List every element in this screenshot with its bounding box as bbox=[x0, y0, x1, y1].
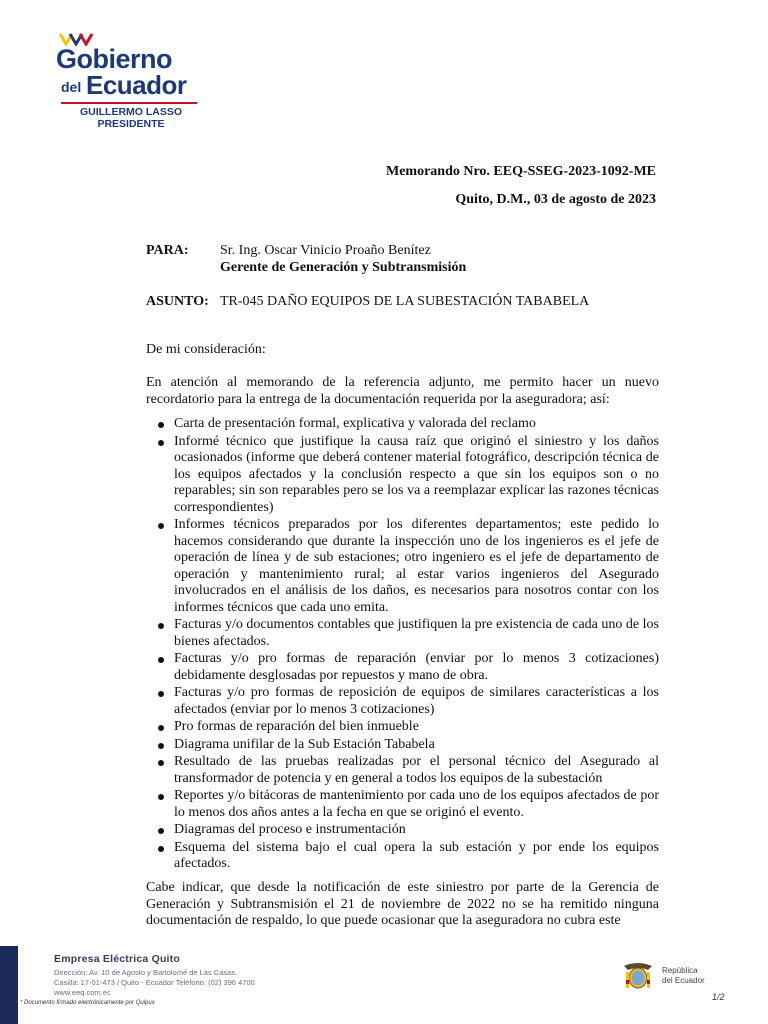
bullet-icon bbox=[158, 422, 164, 428]
list-item: Diagramas del proceso e instrumentación bbox=[146, 822, 659, 839]
logo-line-gobierno: Gobierno bbox=[56, 44, 172, 74]
intro-text: En atención al memorando de la referencia adjunto, me permito hacer un nuevo recordatorio para la entrega de la documentación requerida por la aseguradora; así: bbox=[146, 375, 659, 407]
footer-company: Empresa Eléctrica Quito bbox=[54, 953, 180, 965]
list-item: Informé técnico que justifique la causa raíz que originó el siniestro y los daños ocasionados (informe que deberá contener material fotográfico, descripción técnica de los equipos afectados y la conclusión respecto a que sin los equipos son o no reparables; sin son reparables pero se los va a reemplazar explicar las razones técnicas correspondientes) bbox=[146, 434, 659, 517]
logo-line-ecuador: Ecuador bbox=[86, 70, 187, 100]
logo-president-name: GUILLERMO LASSO bbox=[79, 106, 183, 118]
requirements-list bbox=[146, 416, 659, 874]
ecuador-seal-icon bbox=[620, 958, 656, 994]
list-item: Facturas y/o documentos contables que justifiquen la pre existencia de cada uno de los bienes afectados. bbox=[146, 617, 659, 650]
asunto-text: TR-045 DAÑO EQUIPOS DE LA SUBESTACIÓN TABABELA bbox=[220, 294, 590, 309]
bullet-icon bbox=[158, 623, 164, 629]
bullet-icon bbox=[158, 760, 164, 766]
list-item: Reportes y/o bitácoras de mantenimiento por cada uno de los equipos afectados de por lo menos dos años antes a la fecha en que se originó el evento. bbox=[146, 788, 659, 821]
logo-divider bbox=[61, 102, 197, 104]
logo-line-del: del bbox=[61, 79, 82, 95]
footer-address: Dirección: Av. 10 de Agosto y Bartolomé de Las Casas. bbox=[54, 968, 238, 977]
recipient-title: Gerente de Generación y Subtransmisión bbox=[220, 260, 467, 275]
greeting bbox=[146, 342, 659, 359]
list-item: Facturas y/o pro formas de reparación (enviar por lo menos 3 cotizaciones) debidamente desglosadas por repuestos y mano de obra. bbox=[146, 651, 659, 684]
bullet-icon bbox=[158, 523, 164, 529]
list-item: Informes técnicos preparados por los diferentes departamentos; este pedido lo hacemos considerando que durante la inspección uno de los ingenieros es el jefe de operación de línea y de sub estaciones; otro ingeniero es el jefe de departamento de operación y mantenimiento rural; al estar varios ingenieros del Asegurado involucrados en el análisis de los daños, es necesarios para nosotros contar con los informes técnicos que cada uno emita. bbox=[146, 517, 659, 616]
list-item: Pro formas de reparación del bien inmueble bbox=[146, 719, 659, 736]
footer-accent-bar bbox=[0, 946, 18, 1024]
bullet-icon bbox=[158, 743, 164, 749]
recipient-name: Sr. Ing. Oscar Vinicio Proaño Benítez bbox=[220, 243, 431, 258]
memo-number: Memorando Nro. EEQ-SSEG-2023-1092-ME bbox=[385, 164, 656, 179]
list-item: Facturas y/o pro formas de reposición de equipos de similares características a los afectados (enviar por lo menos 3 cotizaciones) bbox=[146, 685, 659, 718]
bullet-icon bbox=[158, 440, 164, 446]
signature-note: * Documento firmado electrónicamente por Quipux bbox=[20, 1000, 155, 1006]
bullet-icon bbox=[158, 725, 164, 731]
closing bbox=[146, 880, 659, 930]
bullet-icon bbox=[158, 691, 164, 697]
bullet-icon bbox=[158, 794, 164, 800]
logo-president-title: PRESIDENTE bbox=[97, 118, 165, 130]
list-item: Resultado de las pruebas realizadas por el personal técnico del Asegurado al transformador de potencia y en general a todos los equipos de la subestación bbox=[146, 754, 659, 787]
intro bbox=[146, 375, 659, 408]
bullet-icon bbox=[158, 828, 164, 834]
bullet-icon bbox=[158, 846, 164, 852]
seal-caption: República del Ecuador bbox=[662, 966, 705, 985]
gobierno-logo bbox=[48, 32, 208, 128]
page-number: 1/2 bbox=[712, 992, 725, 1002]
list-item: Esquema del sistema bajo el cual opera la sub estación y por ende los equipos afectados. bbox=[146, 840, 659, 873]
bullet-icon bbox=[158, 657, 164, 663]
greeting-text: De mi consideración: bbox=[146, 342, 266, 357]
list-item: Carta de presentación formal, explicativa y valorada del reclamo bbox=[146, 416, 659, 433]
footer-contact: Casilla: 17-01-473 / Quito - Ecuador Teléfono: (02) 396 4700 bbox=[54, 978, 255, 987]
list-item: Diagrama unifilar de la Sub Estación Tababela bbox=[146, 737, 659, 754]
para-label: PARA: bbox=[146, 243, 189, 258]
asunto-label: ASUNTO: bbox=[146, 294, 209, 309]
memo-place-date: Quito, D.M., 03 de agosto de 2023 bbox=[455, 192, 656, 207]
closing-text: Cabe indicar, que desde la notificación de este siniestro por parte de la Gerencia de Generación y Subtransmisión el 21 de noviembre de 2022 no se ha remitido ninguna documentación de respaldo, lo que puede ocasionar que la aseguradora no cubra este bbox=[146, 880, 659, 928]
footer-web: www.eeq.com.ec bbox=[54, 988, 111, 997]
